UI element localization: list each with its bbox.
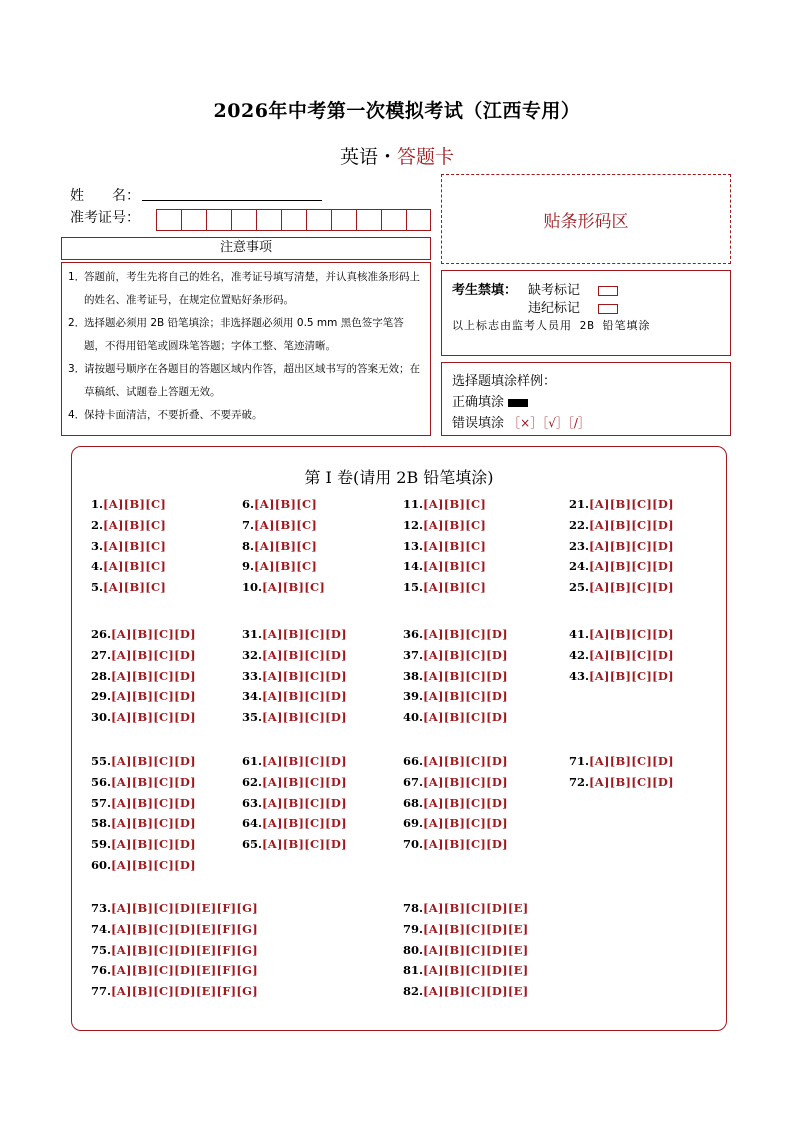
answer-options[interactable]: [A][B][C] — [254, 517, 318, 532]
page-subtitle — [0, 142, 794, 169]
question-item[interactable] — [242, 689, 347, 703]
question-item[interactable] — [91, 796, 196, 810]
answer-options[interactable]: [A][B][C] — [423, 580, 487, 595]
question-number: 59. — [91, 837, 112, 852]
correct-label: 正确填涂 — [452, 395, 505, 410]
question-item[interactable] — [242, 627, 347, 641]
question-item[interactable] — [569, 539, 674, 553]
answer-options[interactable]: [A][B][C][D] — [262, 710, 347, 725]
answer-options[interactable]: [A][B][C] — [262, 580, 326, 595]
answer-options[interactable]: [A][B][C][D] — [262, 754, 347, 768]
answer-options[interactable]: [A][B][C][D] — [111, 774, 196, 789]
question-item[interactable] — [569, 775, 674, 789]
answer-options[interactable]: [A][B][C] — [254, 497, 318, 511]
question-item[interactable] — [91, 754, 196, 768]
question-item[interactable] — [403, 497, 486, 511]
subject-label: 英语・ — [339, 146, 397, 168]
answer-options[interactable]: [A][B][C][D] — [262, 795, 347, 810]
question-item[interactable] — [91, 580, 166, 594]
question-item[interactable] — [403, 627, 508, 641]
question-number: 66. — [403, 754, 424, 768]
question-item[interactable] — [569, 559, 674, 573]
question-number: 67. — [403, 774, 424, 789]
notice-item: 2． 选择题必须用 2B 铅笔填涂；非选择题必须用 0.5 mm 黑色签字笔答题，不得用铅笔或圆珠笔答题；字体工整、笔迹清晰。 — [68, 317, 404, 352]
question-number: 76. — [91, 963, 112, 978]
answer-options[interactable]: [A][B][C][D] — [262, 689, 347, 704]
id-digit-box[interactable] — [331, 209, 356, 231]
question-item[interactable] — [242, 580, 325, 594]
answer-options[interactable]: [A][B][C][D] — [111, 647, 196, 662]
answer-options[interactable]: [A][B][C][D] — [589, 754, 674, 768]
question-item[interactable] — [91, 922, 258, 936]
question-item[interactable] — [569, 648, 674, 662]
answer-options[interactable]: [A][B][C][D] — [589, 774, 674, 789]
question-item[interactable] — [403, 775, 508, 789]
question-number: 34. — [242, 689, 263, 704]
question-number: 3. — [91, 538, 104, 553]
question-number: 33. — [242, 668, 263, 683]
answer-options[interactable]: [A][B][C] — [103, 517, 167, 532]
question-item[interactable] — [91, 775, 196, 789]
answer-options[interactable]: [A][B][C][D][E][F][G] — [111, 901, 259, 915]
question-item[interactable] — [403, 559, 486, 573]
answer-options[interactable]: [A][B][C][D] — [589, 517, 674, 532]
question-item[interactable] — [242, 837, 347, 851]
barcode-area: 贴条形码区 — [441, 174, 731, 264]
id-digit-box[interactable] — [256, 209, 281, 231]
section-title: 第 I 卷(请用 2B 铅笔填涂) — [304, 468, 494, 487]
question-number: 71. — [569, 754, 590, 768]
question-number: 74. — [91, 921, 112, 936]
answer-options[interactable]: [A][B][C][D] — [589, 647, 674, 662]
question-number: 30. — [91, 710, 112, 725]
answer-options[interactable]: [A][B][C] — [103, 559, 167, 574]
question-item[interactable] — [91, 518, 166, 532]
question-item[interactable] — [242, 518, 317, 532]
answer-options[interactable]: [A][B][C][D] — [423, 710, 508, 725]
question-item[interactable] — [242, 539, 317, 553]
question-item[interactable] — [403, 518, 486, 532]
forbidden-note: 以上标志由监考人员用 2B 铅笔填涂 — [452, 319, 651, 332]
notice-item: 3． 请按题号顺序在各题目的答题区域内作答，超出区域书写的答案无效；在草稿纸、试题卷上答题无效。 — [68, 363, 420, 398]
correct-fill-sample — [508, 399, 528, 407]
answer-options[interactable]: [A][B][C][D] — [589, 559, 674, 574]
id-digit-box[interactable] — [181, 209, 206, 231]
id-digit-box[interactable] — [306, 209, 331, 231]
question-item[interactable] — [91, 648, 196, 662]
answer-options[interactable]: [A][B][C][D][E] — [423, 901, 529, 915]
id-digit-box[interactable] — [156, 209, 181, 231]
question-item[interactable] — [403, 943, 528, 957]
question-item[interactable] — [403, 837, 508, 851]
question-number: 28. — [91, 668, 112, 683]
question-number: 82. — [403, 984, 424, 999]
question-item[interactable] — [403, 963, 528, 977]
question-item[interactable] — [91, 669, 196, 683]
id-digit-box[interactable] — [356, 209, 381, 231]
answer-options[interactable]: [A][B][C][D] — [262, 647, 347, 662]
answer-card-label: 答题卡 — [397, 146, 455, 168]
absent-label: 缺考标记 — [528, 283, 581, 298]
name-field[interactable] — [142, 200, 322, 201]
question-number: 25. — [569, 580, 590, 595]
answer-options[interactable]: [A][B][C][D][E] — [423, 963, 529, 978]
question-number: 21. — [569, 497, 590, 511]
question-item[interactable] — [242, 559, 317, 573]
question-number: 27. — [91, 647, 112, 662]
question-number: 35. — [242, 710, 263, 725]
question-item[interactable] — [403, 580, 486, 594]
wrong-label: 错误填涂 — [452, 416, 505, 431]
forbidden-box — [441, 270, 731, 356]
question-item[interactable] — [91, 901, 258, 915]
question-number: 61. — [242, 754, 263, 768]
question-number: 24. — [569, 559, 590, 574]
question-item[interactable] — [569, 754, 674, 768]
answer-options[interactable]: [A][B][C][D] — [111, 837, 196, 852]
answer-options[interactable]: [A][B][C][D][E][F][G] — [111, 921, 259, 936]
question-number: 56. — [91, 774, 112, 789]
question-item[interactable] — [569, 627, 674, 641]
answer-options[interactable]: [A][B][C] — [254, 538, 318, 553]
answer-options[interactable]: [A][B][C][D] — [423, 816, 508, 831]
question-number: 68. — [403, 795, 424, 810]
answer-options[interactable]: [A][B][C] — [103, 580, 167, 595]
question-item[interactable] — [91, 559, 166, 573]
question-number: 12. — [403, 517, 424, 532]
question-number: 36. — [403, 627, 424, 641]
question-number: 79. — [403, 921, 424, 936]
question-item[interactable] — [403, 816, 508, 830]
question-number: 41. — [569, 627, 590, 641]
question-number: 72. — [569, 774, 590, 789]
question-number: 78. — [403, 901, 424, 915]
question-item[interactable] — [403, 710, 508, 724]
question-item[interactable] — [91, 816, 196, 830]
answer-options[interactable]: [A][B][C][D][E][F][G] — [111, 963, 259, 978]
question-number: 80. — [403, 942, 424, 957]
question-item[interactable] — [91, 689, 196, 703]
question-item[interactable] — [403, 669, 508, 683]
exam-id-boxes[interactable] — [156, 209, 431, 231]
question-item[interactable] — [242, 754, 347, 768]
question-number: 63. — [242, 795, 263, 810]
question-item[interactable] — [91, 858, 196, 872]
wrong-fill-samples: ［×］［√］［/］ — [508, 416, 590, 430]
question-item[interactable] — [91, 963, 258, 977]
question-number: 69. — [403, 816, 424, 831]
question-number: 6. — [242, 497, 255, 511]
question-item[interactable] — [91, 984, 258, 998]
sample-heading: 选择题填涂样例： — [452, 374, 557, 389]
answer-options[interactable]: [A][B][C][D] — [111, 710, 196, 725]
wrong-row — [452, 412, 590, 431]
sample-box — [441, 362, 731, 436]
question-number: 81. — [403, 963, 424, 978]
answer-options[interactable]: [A][B][C][D] — [423, 647, 508, 662]
question-number: 13. — [403, 538, 424, 553]
answer-options[interactable]: [A][B][C][D] — [589, 668, 674, 683]
id-digit-box[interactable] — [281, 209, 306, 231]
question-number: 15. — [403, 580, 424, 595]
question-number: 39. — [403, 689, 424, 704]
question-number: 57. — [91, 795, 112, 810]
answer-options[interactable]: [A][B][C][D] — [589, 580, 674, 595]
question-number: 43. — [569, 668, 590, 683]
question-item[interactable] — [403, 796, 508, 810]
id-digit-box[interactable] — [381, 209, 406, 231]
answer-options[interactable]: [A][B][C][D] — [262, 668, 347, 683]
answer-options[interactable]: [A][B][C][D][E] — [423, 921, 529, 936]
id-digit-box[interactable] — [206, 209, 231, 231]
question-item[interactable] — [242, 816, 347, 830]
question-number: 26. — [91, 627, 112, 641]
id-digit-box[interactable] — [231, 209, 256, 231]
answer-options[interactable]: [A][B][C] — [103, 538, 167, 553]
answer-options[interactable]: [A][B][C][D] — [262, 627, 347, 641]
question-number: 70. — [403, 837, 424, 852]
question-item[interactable] — [91, 710, 196, 724]
question-number: 22. — [569, 517, 590, 532]
question-item[interactable] — [242, 648, 347, 662]
violation-label: 违纪标记 — [528, 301, 581, 316]
answer-options[interactable]: [A][B][C][D] — [111, 627, 196, 641]
question-item[interactable] — [242, 710, 347, 724]
question-number: 60. — [91, 858, 112, 872]
answer-options[interactable]: [A][B][C][D] — [423, 837, 508, 852]
question-number: 23. — [569, 538, 590, 553]
question-item[interactable] — [403, 648, 508, 662]
answer-options[interactable]: [A][B][C][D] — [111, 858, 196, 872]
question-number: 4. — [91, 559, 104, 574]
question-number: 40. — [403, 710, 424, 725]
answer-options[interactable]: [A][B][C][D] — [423, 774, 508, 789]
question-number: 73. — [91, 901, 112, 915]
answer-options[interactable]: [A][B][C][D] — [589, 497, 674, 511]
name-label: 姓 名： — [70, 188, 140, 204]
question-number: 14. — [403, 559, 424, 574]
answer-options[interactable]: [A][B][C][D] — [589, 538, 674, 553]
question-item[interactable] — [242, 796, 347, 810]
question-number: 9. — [242, 559, 255, 574]
question-item[interactable] — [403, 984, 528, 998]
question-number: 55. — [91, 754, 112, 768]
answer-options[interactable]: [A][B][C] — [423, 497, 487, 511]
answer-options[interactable]: [A][B][C] — [423, 517, 487, 532]
question-number: 2. — [91, 517, 104, 532]
question-item[interactable] — [91, 943, 258, 957]
question-number: 65. — [242, 837, 263, 852]
question-item[interactable] — [403, 539, 486, 553]
answer-options[interactable]: [A][B][C][D] — [423, 795, 508, 810]
answer-options[interactable]: [A][B][C][D] — [589, 627, 674, 641]
question-item[interactable] — [242, 775, 347, 789]
question-number: 42. — [569, 647, 590, 662]
answer-options[interactable]: [A][B][C][D][E][F][G] — [111, 984, 259, 999]
question-number: 58. — [91, 816, 112, 831]
question-number: 10. — [242, 580, 263, 595]
question-item[interactable] — [569, 497, 674, 511]
question-item[interactable] — [91, 539, 166, 553]
answer-options[interactable]: [A][B][C] — [254, 559, 318, 574]
question-number: 7. — [242, 517, 255, 532]
id-digit-box[interactable] — [406, 209, 431, 231]
notice-box — [61, 262, 431, 436]
question-number: 77. — [91, 984, 112, 999]
answer-options[interactable]: [A][B][C][D] — [423, 689, 508, 704]
exam-id-label: 准考证号： — [70, 210, 140, 226]
forbidden-label: 考生禁填： — [452, 283, 518, 298]
answer-options[interactable]: [A][B][C][D][E][F][G] — [111, 942, 259, 957]
violation-mark-box[interactable] — [598, 304, 618, 314]
question-number: 32. — [242, 647, 263, 662]
question-number: 29. — [91, 689, 112, 704]
answer-options[interactable]: [A][B][C][D] — [423, 627, 508, 641]
question-item[interactable] — [91, 627, 196, 641]
answer-options[interactable]: [A][B][C][D] — [111, 816, 196, 831]
absent-mark-box[interactable] — [598, 286, 618, 296]
question-item[interactable] — [403, 922, 528, 936]
absent-mark-row — [528, 279, 618, 298]
question-number: 5. — [91, 580, 104, 595]
question-item[interactable] — [242, 497, 317, 511]
question-item[interactable] — [242, 669, 347, 683]
answer-options[interactable]: [A][B][C][D] — [111, 754, 196, 768]
question-number: 75. — [91, 942, 112, 957]
answer-options[interactable]: [A][B][C][D] — [423, 668, 508, 683]
question-item[interactable] — [569, 518, 674, 532]
question-number: 37. — [403, 647, 424, 662]
answer-options[interactable]: [A][B][C] — [423, 559, 487, 574]
question-number: 1. — [91, 497, 104, 511]
answer-options[interactable]: [A][B][C][D][E] — [423, 942, 529, 957]
answer-options[interactable]: [A][B][C] — [103, 497, 167, 511]
answer-options[interactable]: [A][B][C][D] — [423, 754, 508, 768]
notice-heading: 注意事项 — [61, 237, 431, 260]
question-item[interactable] — [569, 669, 674, 683]
question-number: 62. — [242, 774, 263, 789]
answer-options[interactable]: [A][B][C][D] — [111, 689, 196, 704]
answer-options[interactable]: [A][B][C][D] — [262, 837, 347, 852]
answer-options[interactable]: [A][B][C][D] — [111, 668, 196, 683]
question-number: 8. — [242, 538, 255, 553]
correct-row — [452, 391, 528, 410]
question-number: 11. — [403, 497, 424, 511]
question-number: 38. — [403, 668, 424, 683]
question-item[interactable] — [91, 497, 166, 511]
answer-options[interactable]: [A][B][C][D][E] — [423, 984, 529, 999]
answer-options[interactable]: [A][B][C][D] — [262, 774, 347, 789]
question-number: 31. — [242, 627, 263, 641]
violation-mark-row — [528, 297, 618, 316]
answer-options[interactable]: [A][B][C] — [423, 538, 487, 553]
question-item[interactable] — [403, 754, 508, 768]
notice-item: 1． 答题前，考生先将自己的姓名，准考证号填写清楚，并认真核准条形码上的姓名、准考证号，在规定位置贴好条形码。 — [68, 271, 420, 306]
question-number: 64. — [242, 816, 263, 831]
page-title: 2026年中考第一次模拟考试（江西专用） — [213, 100, 581, 122]
notice-item: 4． 保持卡面清洁，不要折叠、不要弄破。 — [68, 409, 263, 421]
question-item[interactable] — [569, 580, 674, 594]
answer-options[interactable]: [A][B][C][D] — [262, 816, 347, 831]
answer-options[interactable]: [A][B][C][D] — [111, 795, 196, 810]
question-item[interactable] — [403, 901, 528, 915]
question-item[interactable] — [403, 689, 508, 703]
question-item[interactable] — [91, 837, 196, 851]
